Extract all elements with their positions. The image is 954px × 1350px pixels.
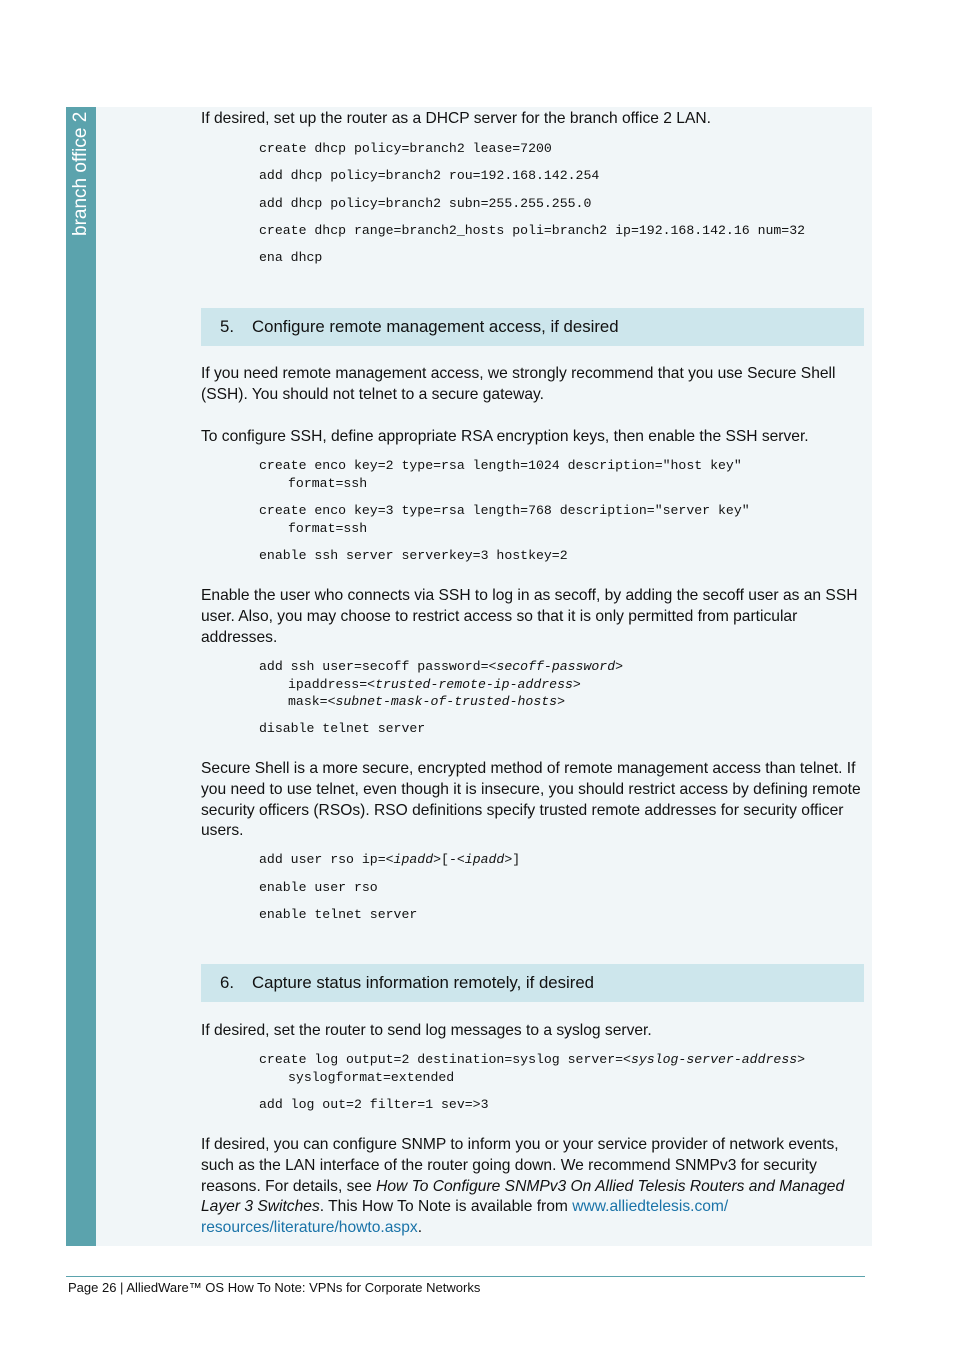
code-text: >] xyxy=(504,852,521,867)
code-line: ena dhcp xyxy=(259,250,323,265)
code-text: create log output=2 destination=syslog server=< xyxy=(259,1052,631,1067)
page-footer: Page 26 | AlliedWare™ OS How To Note: VPNs for Corporate Networks xyxy=(68,1280,481,1295)
code-block-ssh-key-3 xyxy=(259,502,869,537)
paragraph: Enable the user who connects via SSH to log in as secoff, by adding the secoff user as an SSH user. Also, you may choose to restrict access so that it is only permitted from particular addresses. xyxy=(201,587,858,646)
code-variable: ipadd xyxy=(464,852,505,867)
code-variable: secoff-password xyxy=(496,659,616,674)
code-line-continuation: syslogformat=extended xyxy=(288,1069,455,1085)
code-line: add log out=2 filter=1 sev=>3 xyxy=(259,1097,489,1112)
document-title: How To Configure SNMPv3 On Allied Telesis Routers and Managed Layer 3 Switches xyxy=(201,1177,845,1216)
code-line-continuation: format=ssh xyxy=(288,475,368,491)
link-text[interactable]: www.alliedtelesis.com/ xyxy=(572,1198,729,1216)
code-line: create enco key=2 type=rsa length=1024 description="host key" xyxy=(259,458,742,473)
paragraph-text: If desired, you can configure SNMP to inform you or your service provider of network events, such as the LAN interface of the router going down. We recommend SNMPv3 for security reasons. For details, see xyxy=(201,1136,839,1195)
code-variable: trusted-remote-ip-address xyxy=(375,676,573,692)
code-line: enable telnet server xyxy=(259,907,418,922)
section-number: 6. xyxy=(220,973,234,992)
section-heading-5 xyxy=(201,308,864,346)
code-variable: subnet-mask-of-trusted-hosts xyxy=(335,694,558,709)
code-line: add dhcp policy=branch2 subn=255.255.255.0 xyxy=(259,196,592,211)
section-heading-6 xyxy=(201,964,864,1002)
snmp-paragraph xyxy=(201,1135,863,1239)
code-text: ipaddress=< xyxy=(288,676,376,692)
paragraph: To configure SSH, define appropriate RSA encryption keys, then enable the SSH server. xyxy=(201,428,809,445)
code-line-rso xyxy=(259,851,869,869)
code-text: > xyxy=(615,659,624,674)
sidebar-label: branch office 2 xyxy=(70,112,91,237)
code-block-ssh-user xyxy=(259,658,869,711)
code-text: >[-< xyxy=(433,852,465,867)
code-variable: syslog-server-address xyxy=(630,1052,798,1067)
paragraph: If desired, set the router to send log messages to a syslog server. xyxy=(201,1022,652,1039)
footer-divider xyxy=(66,1276,865,1277)
code-text: > xyxy=(557,694,565,709)
paragraph: If you need remote management access, we strongly recommend that you use Secure Shell (SSH). You should not telnet to a secure gateway. xyxy=(201,365,836,403)
paragraph-text: . xyxy=(417,1219,423,1237)
code-text: mask=< xyxy=(288,694,336,709)
code-line: disable telnet server xyxy=(259,721,426,736)
section-title: Capture status information remotely, if desired xyxy=(252,973,594,992)
code-line: create enco key=3 type=rsa length=768 description="server key" xyxy=(259,503,750,518)
code-line: create dhcp range=branch2_hosts poli=branch2 ip=192.168.142.16 num=32 xyxy=(259,223,806,238)
code-line: create dhcp policy=branch2 lease=7200 xyxy=(259,141,552,156)
section-number: 5. xyxy=(220,317,234,336)
code-line: enable user rso xyxy=(259,880,378,895)
paragraph: Secure Shell is a more secure, encrypted method of remote management access than telnet. If you need to use telnet, even though it is insecure, you should restrict access by defining remote security officers (RSOs). RSO definitions specify trusted remote addresses for security officer users. xyxy=(201,760,861,840)
code-text: add user rso ip=< xyxy=(259,852,394,867)
code-line-continuation: format=ssh xyxy=(288,520,368,536)
code-text: > xyxy=(797,1052,806,1067)
code-text: > xyxy=(572,676,581,692)
code-text: add ssh user=secoff password=< xyxy=(259,659,497,674)
sidebar-tab xyxy=(66,107,96,1246)
code-line: add dhcp policy=branch2 rou=192.168.142.254 xyxy=(259,168,600,183)
code-variable: ipadd xyxy=(393,852,434,867)
dhcp-intro: If desired, set up the router as a DHCP server for the branch office 2 LAN. xyxy=(201,110,711,127)
code-block-syslog xyxy=(259,1051,869,1086)
paragraph-text: . This How To Note is available from xyxy=(319,1198,573,1216)
code-block-ssh-key-2 xyxy=(259,457,869,492)
link-text[interactable]: resources/literature/howto.aspx xyxy=(201,1219,418,1237)
section-title: Configure remote management access, if desired xyxy=(252,317,619,336)
code-line: enable ssh server serverkey=3 hostkey=2 xyxy=(259,548,568,563)
